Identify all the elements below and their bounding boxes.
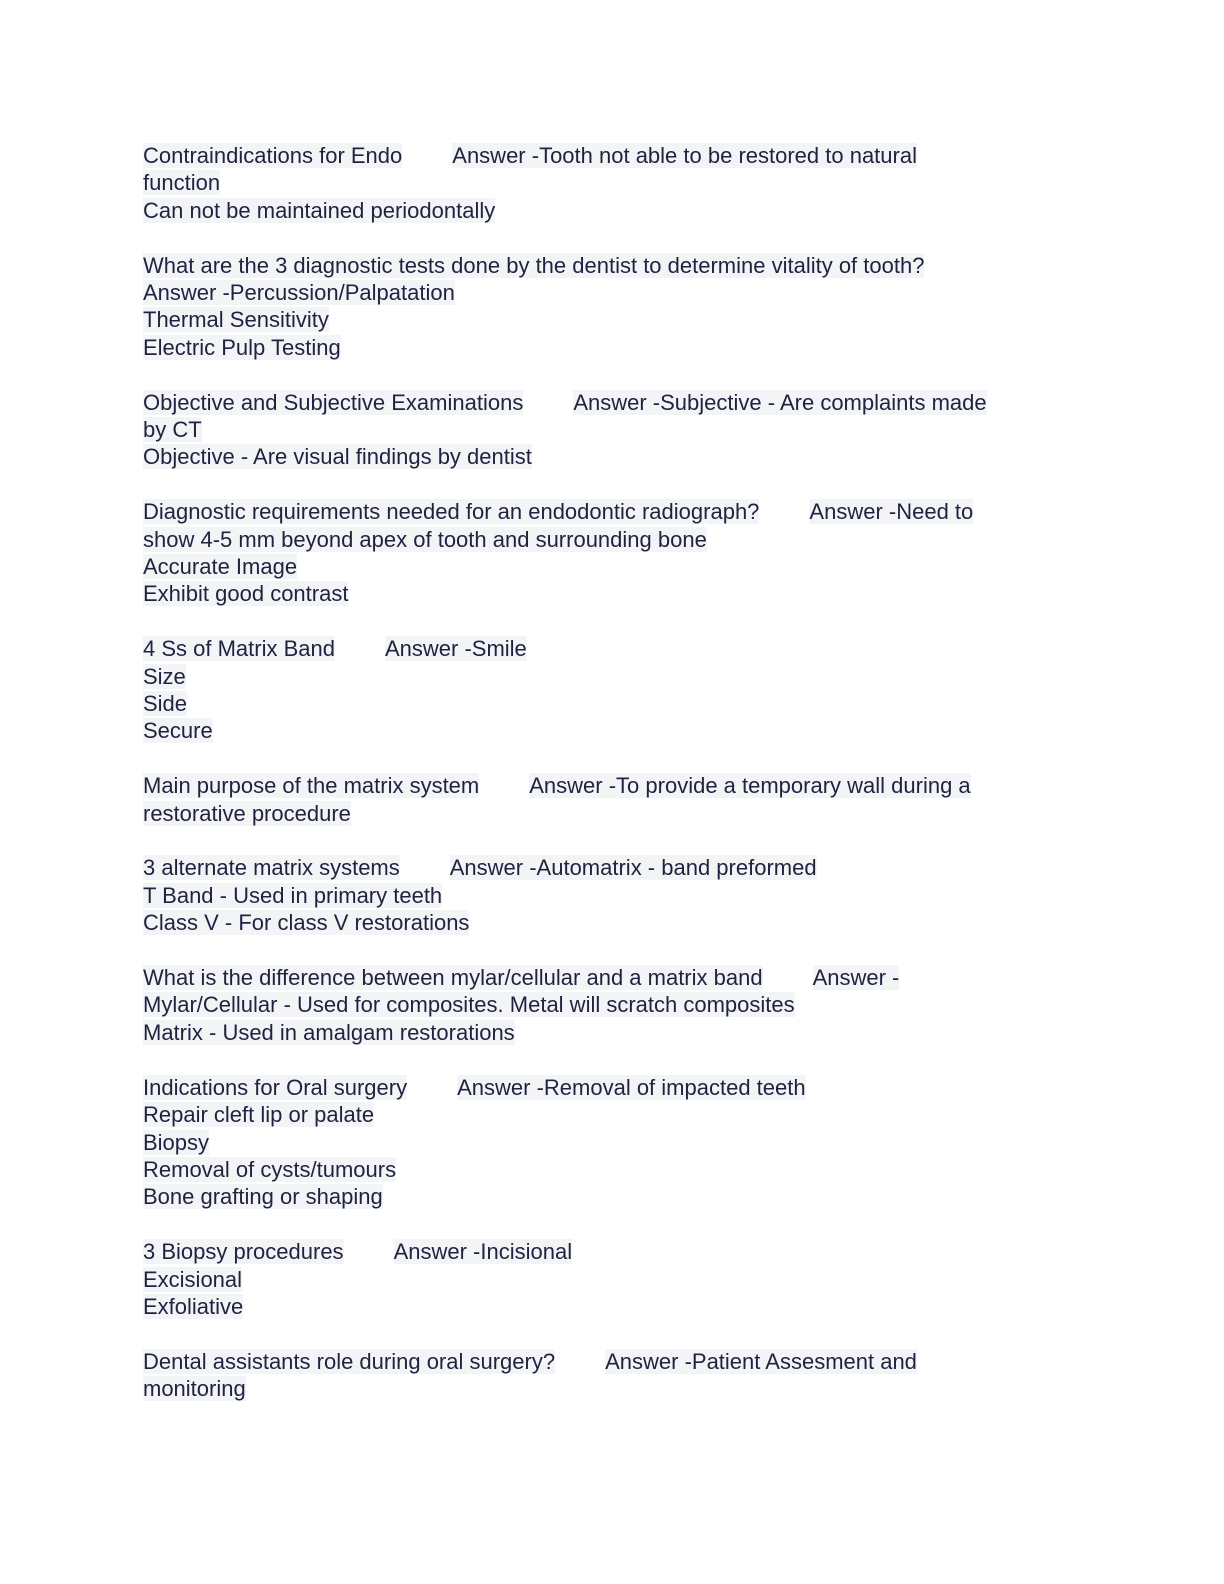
answer-text: Size xyxy=(143,663,186,689)
question-text: Main purpose of the matrix system xyxy=(143,773,480,799)
question-text: Contraindications for Endo xyxy=(143,143,403,168)
answer-text: Answer -Need to xyxy=(809,499,974,525)
question-text: Dental assistants role during oral surgery? xyxy=(143,1348,556,1374)
answer-text: Answer -Tooth not able to be restored to natural xyxy=(452,143,917,168)
answer-text: Secure xyxy=(143,718,213,744)
answer-text: Biopsy xyxy=(143,1129,210,1155)
qa-item xyxy=(143,1238,1083,1320)
qa-item xyxy=(143,142,1083,224)
answer-text: Class V - For class V restorations xyxy=(143,910,470,936)
qa-item xyxy=(143,1348,1083,1403)
answer-text: function xyxy=(143,170,221,196)
answer-text: Objective - Are visual findings by dentist xyxy=(143,444,532,470)
answer-text: Answer -Automatrix - band preformed xyxy=(449,855,817,881)
answer-text: Accurate Image xyxy=(143,554,298,580)
answer-text: Answer -Smile xyxy=(384,636,527,662)
answer-text: Removal of cysts/tumours xyxy=(143,1156,397,1182)
question-text: 3 Biopsy procedures xyxy=(143,1239,344,1265)
answer-text: Answer -Removal of impacted teeth xyxy=(457,1074,806,1100)
question-text: Indications for Oral surgery xyxy=(143,1074,408,1100)
question-text: What is the difference between mylar/cellular and a matrix band xyxy=(143,965,763,991)
qa-item xyxy=(143,389,1083,471)
answer-text: Answer -Subjective - Are complaints made xyxy=(573,389,987,415)
qa-item xyxy=(143,854,1083,936)
qa-item xyxy=(143,1074,1083,1211)
document-page xyxy=(143,142,1083,1430)
qa-item xyxy=(143,772,1083,827)
answer-text: restorative procedure xyxy=(143,800,351,826)
question-text: Objective and Subjective Examinations xyxy=(143,389,524,415)
question-text: Diagnostic requirements needed for an endodontic radiograph? xyxy=(143,499,760,525)
qa-item xyxy=(143,252,1083,362)
answer-text: Exfoliative xyxy=(143,1293,244,1319)
answer-text: Electric Pulp Testing xyxy=(143,334,341,360)
answer-text: Answer -Percussion/Palpatation xyxy=(143,280,455,306)
answer-text: Answer -Patient Assesment and xyxy=(605,1348,917,1374)
answer-text: show 4-5 mm beyond apex of tooth and surrounding bone xyxy=(143,526,707,552)
answer-text: Repair cleft lip or palate xyxy=(143,1102,375,1128)
answer-text: T Band - Used in primary teeth xyxy=(143,882,443,908)
question-text: 4 Ss of Matrix Band xyxy=(143,636,335,662)
answer-text: monitoring xyxy=(143,1376,246,1402)
answer-text: Side xyxy=(143,691,188,717)
answer-text: Answer -Incisional xyxy=(393,1239,573,1265)
question-text: What are the 3 diagnostic tests done by the dentist to determine vitality of tooth? xyxy=(143,252,925,278)
qa-item xyxy=(143,964,1083,1046)
answer-text: Can not be maintained periodontally xyxy=(143,197,496,223)
answer-text: Mylar/Cellular - Used for composites. Metal will scratch composites xyxy=(143,992,795,1018)
answer-text: Matrix - Used in amalgam restorations xyxy=(143,1019,515,1045)
qa-item xyxy=(143,635,1083,745)
question-text: 3 alternate matrix systems xyxy=(143,855,400,881)
answer-text: Exhibit good contrast xyxy=(143,581,349,607)
answer-text: Thermal Sensitivity xyxy=(143,307,329,333)
qa-item xyxy=(143,498,1083,608)
answer-text: by CT xyxy=(143,417,202,443)
answer-text: Bone grafting or shaping xyxy=(143,1184,383,1210)
answer-text: Answer - xyxy=(812,965,900,991)
answer-text: Excisional xyxy=(143,1266,243,1292)
answer-text: Answer -To provide a temporary wall during a xyxy=(529,773,971,799)
